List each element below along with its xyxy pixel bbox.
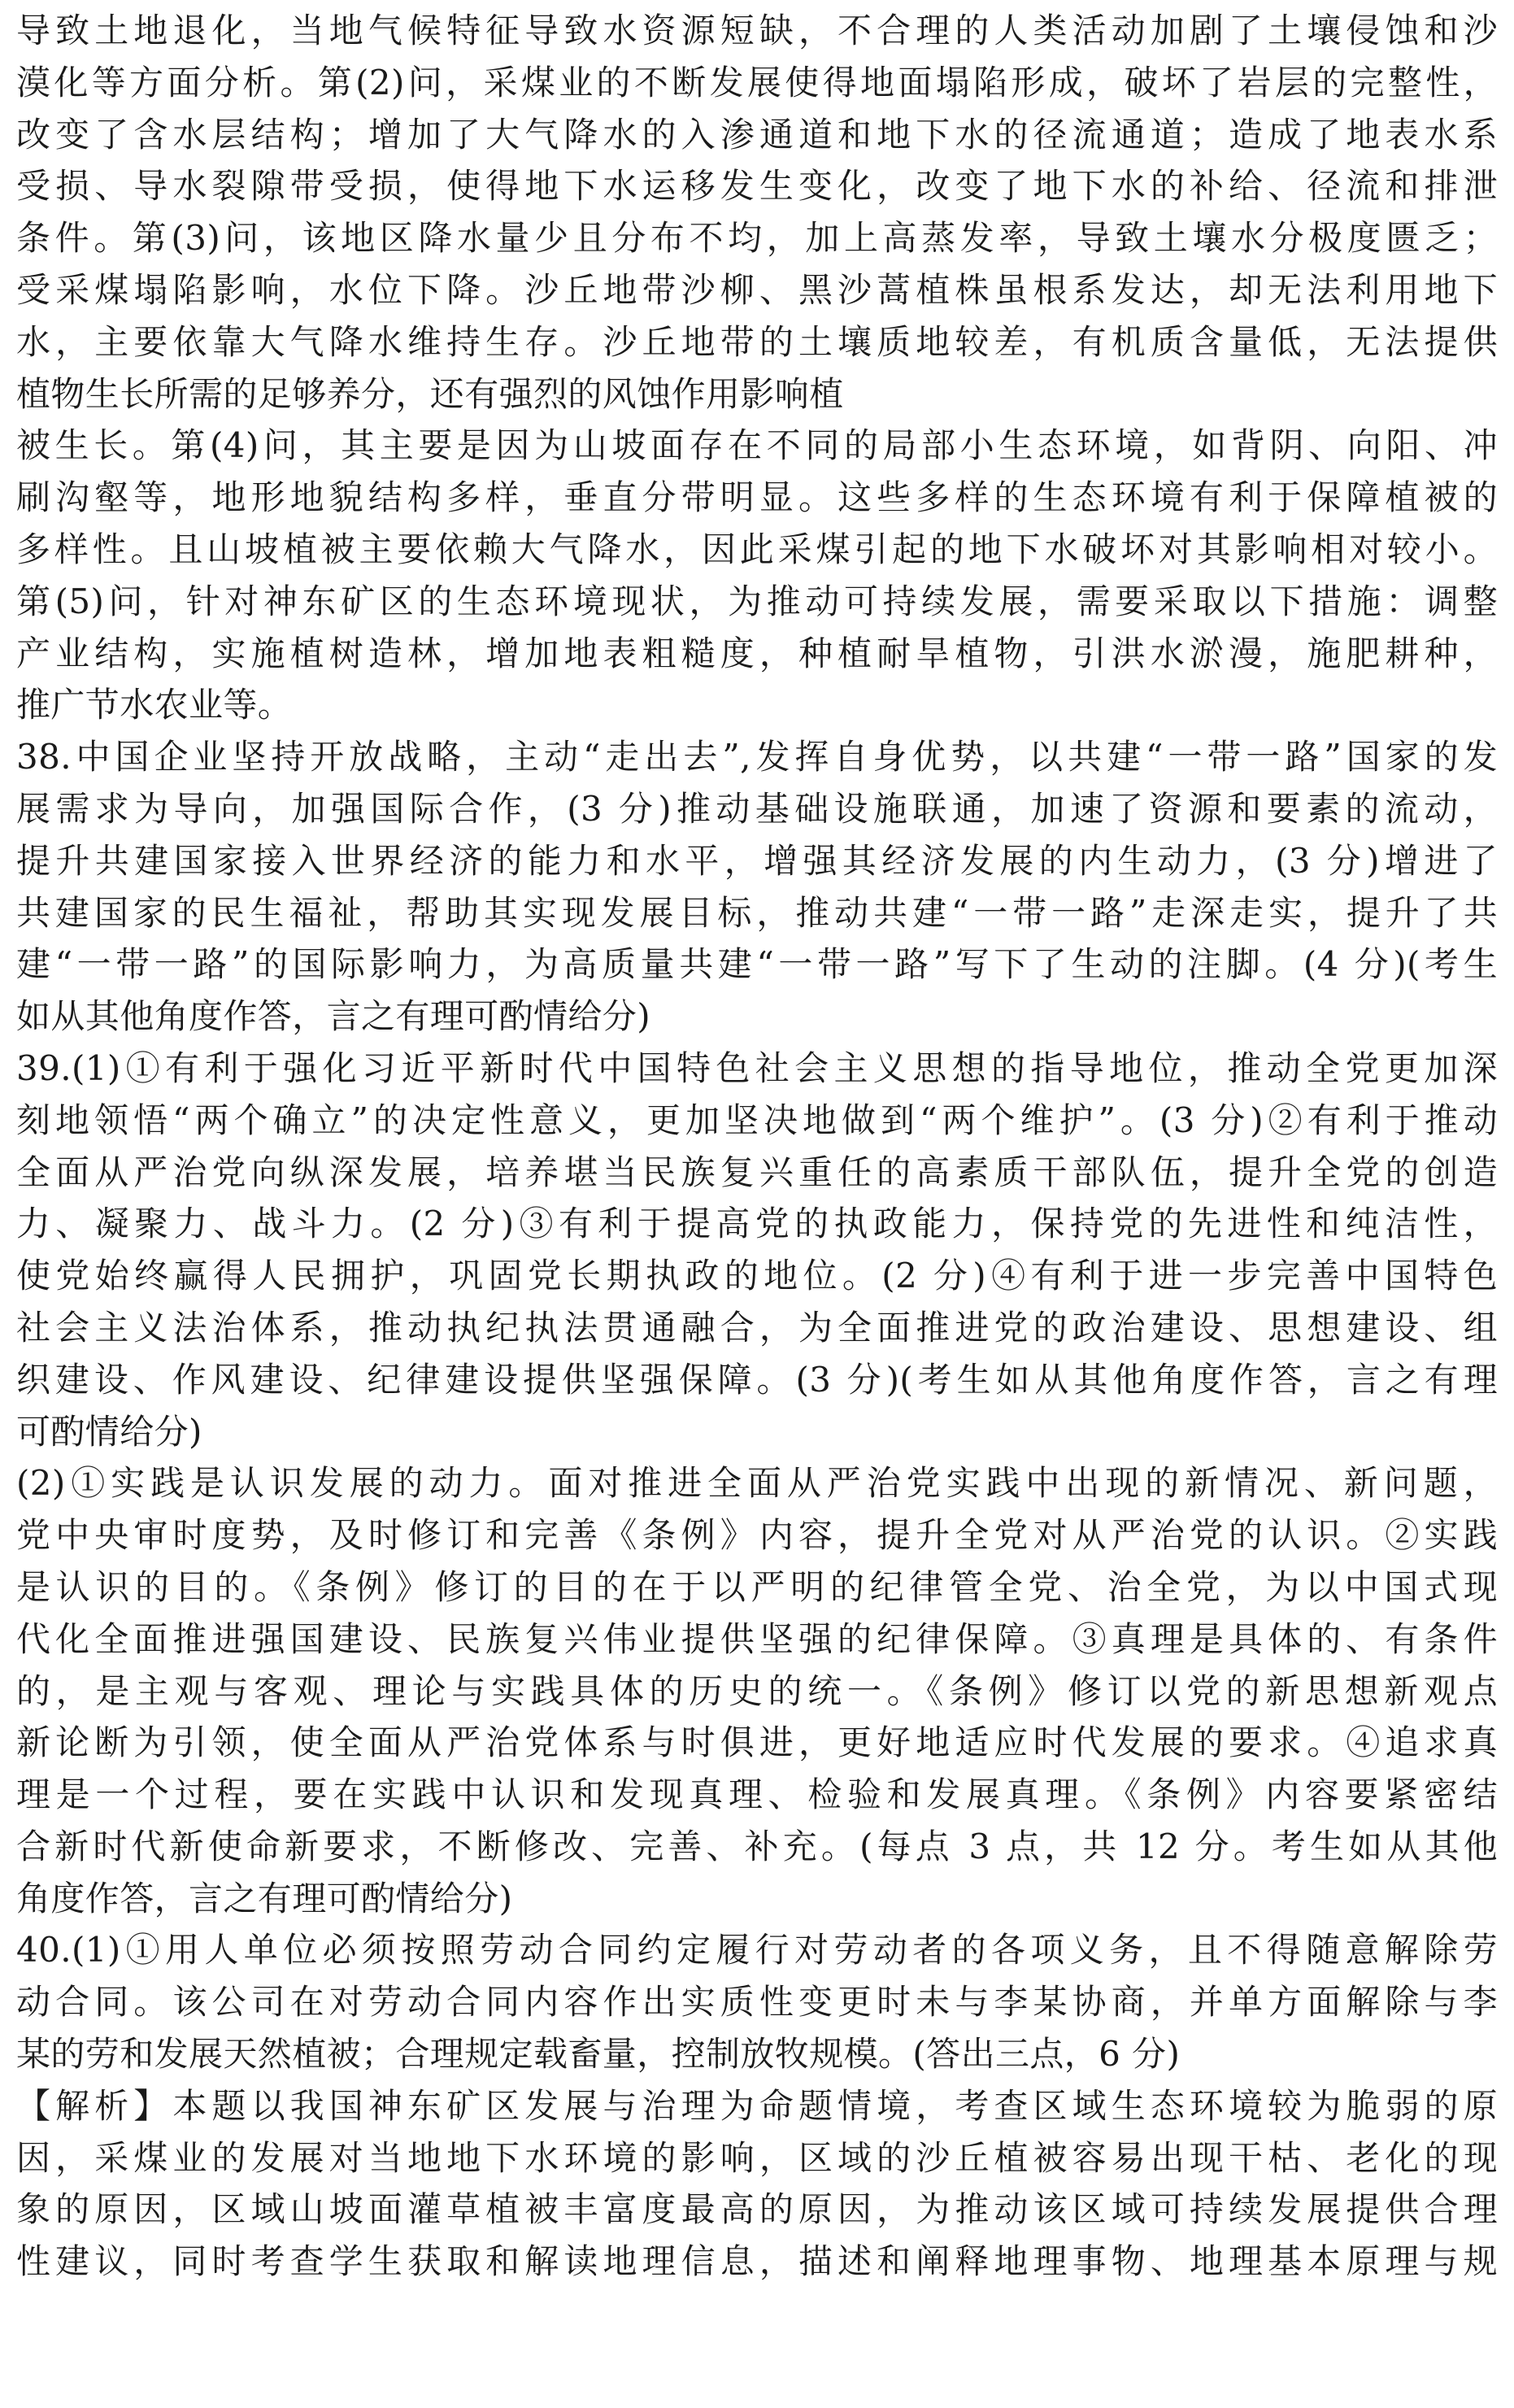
text-line: 第(5)问，针对神东矿区的生态环境现状，为推动可持续发展，需要采取以下措施：调整 — [16, 581, 1498, 621]
text-line: 受采煤塌陷影响，水位下降。沙丘地带沙柳、黑沙蒿植株虽根系发达，却无法利用地下 — [16, 269, 1498, 310]
text-line: 代化全面推进强国建设、民族复兴伟业提供坚强的纪律保障。③真理是具体的、有条件 — [16, 1618, 1498, 1659]
text-line: 水，主要依靠大气降水维持生存。沙丘地带的土壤质地较差，有机质含量低，无法提供 — [16, 321, 1498, 362]
text-line: (2)①实践是认识发展的动力。面对推进全面从严治党实践中出现的新情况、新问题， — [16, 1463, 1498, 1504]
text-line: 党中央审时度势，及时修订和完善《条例》内容，提升全党对从严治党的认识。②实践 — [16, 1515, 1498, 1556]
text-line: 共建国家的民生福祉，帮助其实现发展目标，推动共建“一带一路”走深走实，提升了共 — [16, 892, 1498, 933]
text-line: 建“一带一路”的国际影响力，为高质量共建“一带一路”写下了生动的注脚。(4 分)(考生 — [16, 944, 1498, 985]
document-page — [16, 5, 1498, 2288]
text-line: 【解析】本题以我国神东矿区发展与治理为命题情境，考查区域生态环境较为脆弱的原 — [16, 2085, 1498, 2126]
text-line: 导致土地退化，当地气候特征导致水资源短缺，不合理的人类活动加剧了土壤侵蚀和沙 — [16, 11, 1498, 50]
text-line: 推广节水农业等。 — [16, 685, 293, 725]
text-line: 因，采煤业的发展对当地地下水环境的影响，区域的沙丘植被容易出现干枯、老化的现 — [16, 2137, 1498, 2178]
text-line: 刻地领悟“两个确立”的决定性意义，更加坚决地做到“两个维护”。(3 分)②有利于推动 — [16, 1099, 1498, 1140]
text-line: 多样性。且山坡植被主要依赖大气降水，因此采煤引起的地下水破坏对其影响相对较小。 — [16, 529, 1498, 569]
text-line: 的，是主观与客观、理论与实践具体的历史的统一。《条例》修订以党的新思想新观点 — [16, 1670, 1498, 1711]
text-line: 如从其他角度作答，言之有理可酌情给分) — [16, 996, 650, 1037]
text-line: 理是一个过程，要在实践中认识和发现真理、检验和发展真理。《条例》内容要紧密结 — [16, 1774, 1498, 1815]
text-line: 动合同。该公司在对劳动合同内容作出实质性变更时未与李某协商，并单方面解除与李 — [16, 1982, 1498, 2023]
text-line: 产业结构，实施植树造林，增加地表粗糙度，种植耐旱植物，引洪水淤漫，施肥耕种， — [16, 633, 1498, 673]
text-line: 可酌情给分) — [16, 1411, 202, 1452]
text-line: 条件。第(3)问，该地区降水量少且分布不均，加上高蒸发率，导致土壤水分极度匮乏； — [16, 218, 1498, 259]
text-line: 合新时代新使命新要求，不断修改、完善、补充。(每点 3 点，共 12 分。考生如从其他 — [16, 1826, 1498, 1866]
text-line: 植物生长所需的足够养分，还有强烈的风蚀作用影响植 — [16, 373, 844, 414]
text-line: 提升共建国家接入世界经济的能力和水平，增强其经济发展的内生动力，(3 分)增进了 — [16, 840, 1498, 881]
text-line: 被生长。第(4)问，其主要是因为山坡面存在不同的局部小生态环境，如背阴、向阳、冲 — [16, 425, 1498, 466]
text-line: 力、凝聚力、战斗力。(2 分)③有利于提高党的执政能力，保持党的先进性和纯洁性， — [16, 1204, 1498, 1244]
text-line: 40.(1)①用人单位必须按照劳动合同约定履行对劳动者的各项义务，且不得随意解除劳 — [16, 1930, 1498, 1970]
text-line: 新论断为引领，使全面从严治党体系与时俱进，更好地适应时代发展的要求。④追求真 — [16, 1722, 1498, 1763]
text-line: 改变了含水层结构；增加了大气降水的入渗通道和地下水的径流通道；造成了地表水系 — [16, 114, 1498, 155]
text-line: 社会主义法治体系，推动执纪执法贯通融合，为全面推进党的政治建设、思想建设、组 — [16, 1307, 1498, 1348]
text-line: 织建设、作风建设、纪律建设提供坚强保障。(3 分)(考生如从其他角度作答，言之有理 — [16, 1359, 1498, 1400]
text-line: 受损、导水裂隙带受损，使得地下水运移发生变化，改变了地下水的补给、径流和排泄 — [16, 166, 1498, 207]
text-line: 全面从严治党向纵深发展，培养堪当民族复兴重任的高素质干部队伍，提升全党的创造 — [16, 1152, 1498, 1192]
text-line: 展需求为导向，加强国际合作，(3 分)推动基础设施联通，加速了资源和要素的流动， — [16, 788, 1498, 829]
text-line: 性建议，同时考查学生获取和解读地理信息，描述和阐释地理事物、地理基本原理与规 — [16, 2241, 1498, 2282]
text-line: 39.(1)①有利于强化习近平新时代中国特色社会主义思想的指导地位，推动全党更加深 — [16, 1047, 1498, 1088]
text-line: 是认识的目的。《条例》修订的目的在于以严明的纪律管全党、治全党，为以中国式现 — [16, 1566, 1498, 1607]
text-line: 某的劳和发展天然植被；合理规定载畜量，控制放牧规模。(答出三点，6 分) — [16, 2034, 1181, 2075]
text-line: 象的原因，区域山坡面灌草植被丰富度最高的原因，为推动该区域可持续发展提供合理 — [16, 2189, 1498, 2230]
text-line: 38.中国企业坚持开放战略，主动“走出去”,发挥自身优势，以共建“一带一路”国家的发 — [16, 737, 1498, 777]
text-line: 使党始终赢得人民拥护，巩固党长期执政的地位。(2 分)④有利于进一步完善中国特色 — [16, 1256, 1498, 1296]
text-line: 漠化等方面分析。第(2)问，采煤业的不断发展使得地面塌陷形成，破坏了岩层的完整性， — [16, 62, 1498, 102]
text-line: 刷沟壑等，地形地貌结构多样，垂直分带明显。这些多样的生态环境有利于保障植被的 — [16, 477, 1498, 518]
text-line: 角度作答，言之有理可酌情给分) — [16, 1878, 513, 1918]
